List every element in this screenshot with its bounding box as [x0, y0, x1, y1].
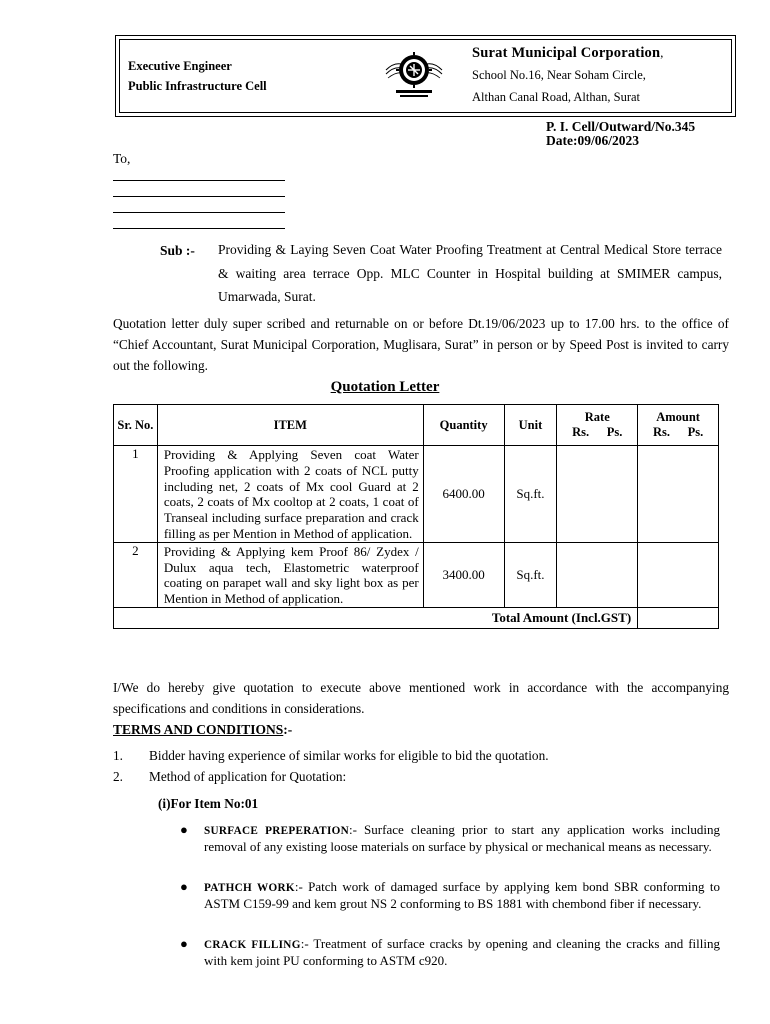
to-label: To, — [113, 151, 131, 166]
header-unit: Unit — [504, 405, 557, 446]
address-line-2: Althan Canal Road, Althan, Surat — [472, 90, 641, 104]
row-quantity: 3400.00 — [423, 542, 504, 607]
row-amount-input[interactable] — [638, 446, 719, 543]
row-item-text: Providing & Applying kem Proof 86/ Zydex / Dulux aqua tech, Elastometric waterproof coating on parapet wall and sky light box as per Mention in Method of application. — [163, 543, 419, 607]
header-amount — [638, 405, 719, 446]
letterhead-inner-border — [119, 39, 732, 113]
quotation-table — [113, 404, 719, 629]
bullet-text — [204, 936, 720, 969]
bullet-text — [204, 822, 720, 855]
row-quantity: 6400.00 — [423, 446, 504, 543]
letter-date: Date:09/06/2023 — [546, 133, 639, 148]
table-row — [114, 542, 719, 607]
header-rate-rs: Rs. — [572, 425, 590, 439]
term-text: Method of application for Quotation: — [149, 769, 347, 784]
method-bullet — [180, 936, 720, 969]
organization-name-comma: , — [660, 46, 664, 60]
bullet-text — [204, 879, 720, 912]
row-sr-no: 1 — [114, 446, 158, 543]
address-line-1: School No.16, Near Soham Circle, — [472, 68, 646, 82]
addressee-line — [113, 180, 285, 181]
header-amount-ps: Ps. — [687, 425, 704, 439]
addressee-line — [113, 212, 285, 213]
intro-paragraph: Quotation letter duly super scribed and returnable on or before Dt.19/06/2023 up to 17.00 hrs. to the office of “Chief Accountant, Surat Municipal Corporation, Muglisara, Surat” in person or by Speed Post is invited to carry out the following. — [113, 316, 729, 373]
total-label: Total Amount (Incl.GST) — [114, 607, 638, 628]
row-rate-input[interactable] — [557, 542, 638, 607]
total-amount-input[interactable] — [638, 607, 719, 628]
issuer-block — [128, 56, 267, 96]
total-row — [114, 607, 719, 628]
row-item — [157, 542, 423, 607]
table-header-row — [114, 405, 719, 446]
addressee-line — [113, 228, 285, 229]
reference-block — [546, 120, 695, 148]
item-subheading: (i)For Item No:01 — [158, 796, 259, 811]
bullet-body: :- Patch work of damaged surface by applying kem bond SBR conforming to ASTM C159-99 and kem grout NS 2 conforming to BS 1881 with chembond fiber if necessary. — [204, 879, 720, 911]
header-rate-label: Rate — [584, 410, 610, 424]
bullet-icon: ● — [180, 879, 188, 894]
row-item-text: Providing & Applying Seven coat Water Proofing application with 2 coats of NCL putty including net, 2 coats of Mx cool Guard at 2 coats, 2 coats of Mx cooltop at 2 coats, 1 coat of Transeal including surface preparation and crack filling as per Mention in Method of application. — [163, 447, 419, 541]
header-sr-no: Sr. No. — [114, 405, 158, 446]
smc-emblem-icon — [382, 46, 446, 102]
subject-text: Providing & Laying Seven Coat Water Proofing Treatment at Central Medical Store terrace & waiting area terrace Opp. MLC Counter in Hospital building at SMIMER campus, Umarwada, Surat. — [218, 242, 722, 304]
bullet-title: SURFACE PREPERATION — [204, 825, 349, 837]
method-bullet — [180, 822, 720, 855]
outward-number: P. I. Cell/Outward/No.345 — [546, 119, 696, 134]
issuer-title: Executive Engineer — [128, 59, 232, 73]
term-text: Bidder having experience of similar works for eligible to bid the quotation. — [149, 748, 549, 763]
bullet-body: :- Treatment of surface cracks by opening and cleaning the cracks and filling with kem joint PU conforming to ASTM c920. — [204, 936, 721, 968]
bullet-title: CRACK FILLING — [204, 939, 301, 951]
term-number: 1. — [113, 748, 123, 763]
row-unit: Sq.ft. — [504, 542, 557, 607]
organization-address — [472, 42, 663, 108]
row-rate-input[interactable] — [557, 446, 638, 543]
row-item — [157, 446, 423, 543]
terms-heading: TERMS AND CONDITIONS — [113, 722, 284, 737]
term-item — [113, 769, 346, 785]
addressee-line — [113, 196, 285, 197]
row-unit[interactable]: Sq.ft. — [504, 446, 557, 543]
term-number: 2. — [113, 769, 123, 784]
terms-heading-block — [113, 722, 292, 738]
bullet-icon: ● — [180, 822, 188, 837]
letterhead — [115, 35, 736, 117]
subject-label: Sub :- — [160, 243, 195, 258]
terms-heading-suffix: :- — [283, 722, 293, 737]
table-row — [114, 446, 719, 543]
term-item — [113, 748, 549, 764]
header-quantity: Quantity — [423, 405, 504, 446]
row-amount-input[interactable] — [638, 542, 719, 607]
quotation-title: Quotation Letter — [330, 379, 440, 395]
organization-name: Surat Municipal Corporation — [472, 45, 661, 61]
header-amount-rs: Rs. — [652, 425, 670, 439]
row-sr-no: 2 — [114, 542, 158, 607]
bullet-body: :- Surface cleaning prior to start any application works including removal of any existing loose materials on surface by physical or mechanical means as necessary. — [204, 822, 720, 854]
quotation-title-block — [0, 379, 770, 396]
declaration-paragraph: I/We do hereby give quotation to execute above mentioned work in accordance with the accompanying specifications and conditions in considerations. — [113, 680, 729, 716]
issuer-department: Public Infrastructure Cell — [128, 79, 267, 93]
header-rate — [557, 405, 638, 446]
bullet-title: PATHCH WORK — [204, 882, 295, 894]
method-bullet — [180, 879, 720, 912]
bullet-icon: ● — [180, 936, 188, 951]
header-item: ITEM — [157, 405, 423, 446]
header-amount-label: Amount — [656, 410, 700, 424]
header-rate-ps: Ps. — [606, 425, 623, 439]
